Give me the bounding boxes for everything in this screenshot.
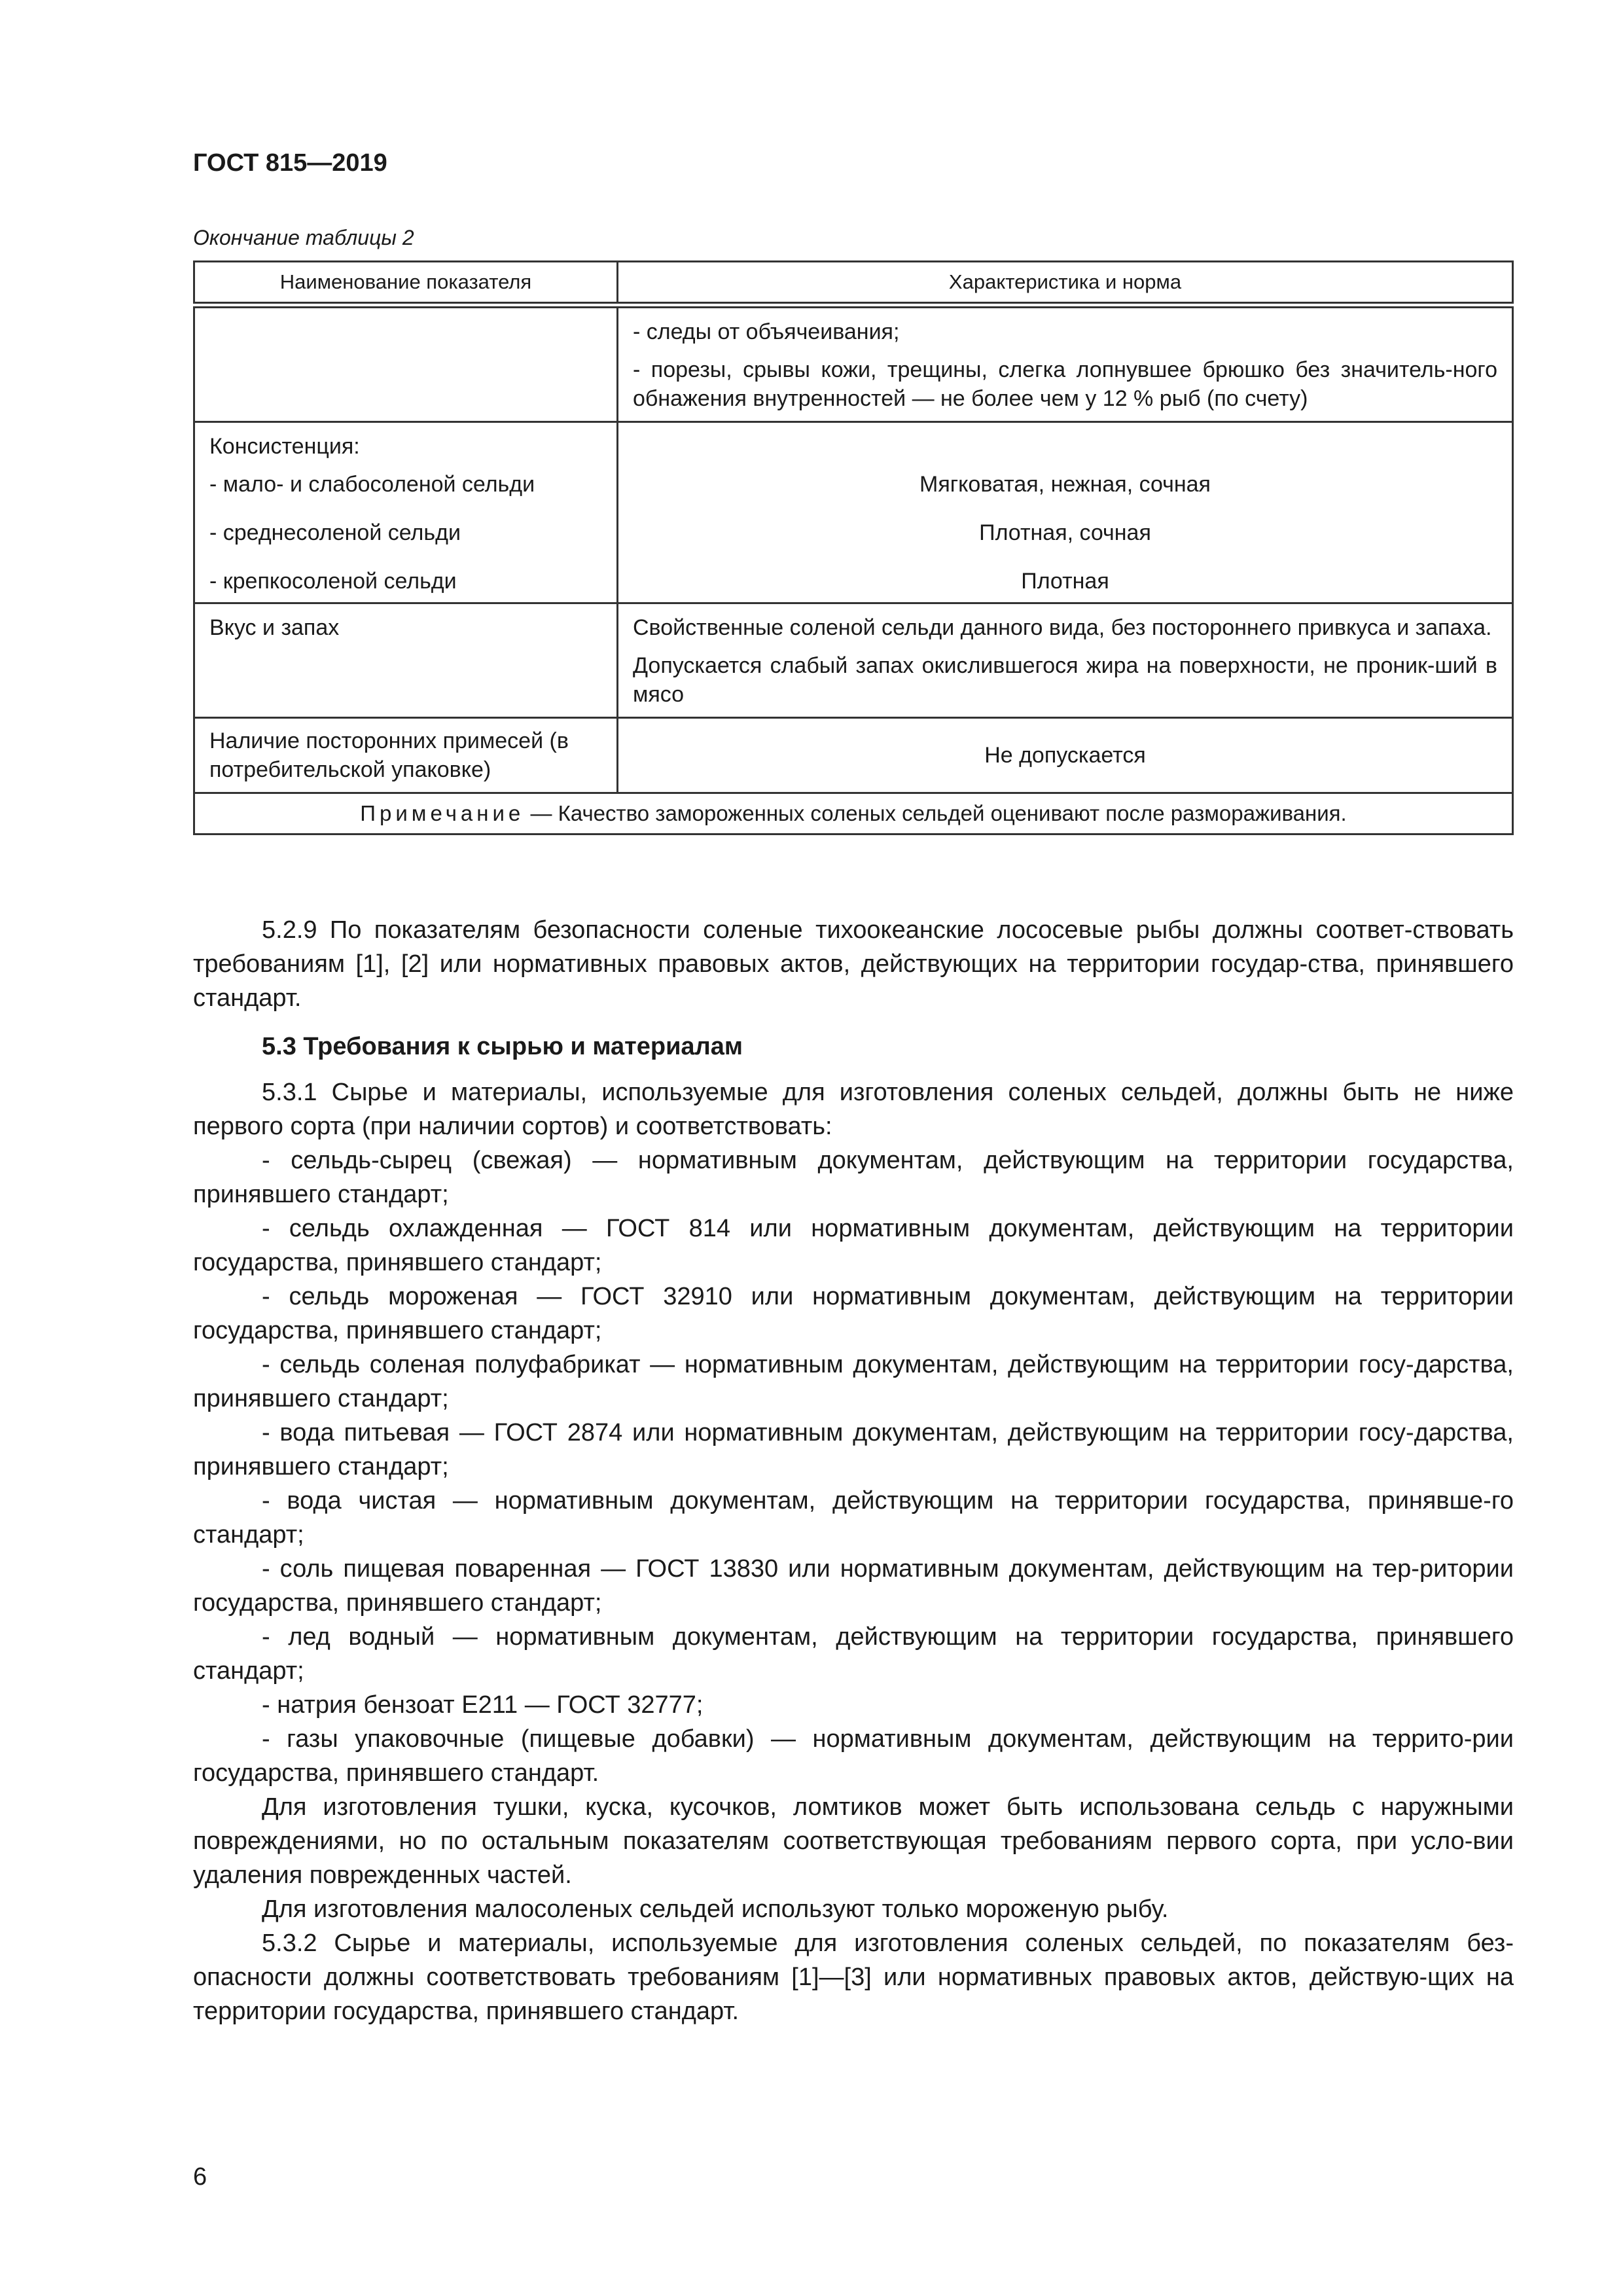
note-text: — Качество замороженных соленых сельдей оценивают после размораживания.	[524, 801, 1347, 825]
list-item: - натрия бензоат Е211 — ГОСТ 32777;	[262, 1691, 704, 1719]
paragraph-low-salt: Для изготовления малосоленых сельдей используют только мороженую рыбу.	[262, 1895, 1169, 1923]
table-header-row	[194, 262, 1513, 306]
impurities-value: Не допускается	[618, 718, 1513, 793]
specification-table	[193, 260, 1514, 835]
taste-text: Допускается слабый запах окислившегося жира на поверхности, не проник-ший в мясо	[633, 653, 1497, 707]
table-row	[194, 603, 1513, 718]
table-cell	[618, 305, 1513, 422]
consistency-label: - крепкосоленой сельди	[209, 569, 457, 594]
table-note-row	[194, 793, 1513, 834]
consistency-value: Плотная	[1021, 569, 1109, 594]
section-heading-5-3: 5.3 Требования к сырью и материалам	[262, 1033, 743, 1060]
table-row	[194, 305, 1513, 422]
taste-text: Свойственные соленой сельди данного вида, без постороннего привкуса и запаха.	[633, 615, 1492, 640]
list-item: - вода питьевая — ГОСТ 2874 или нормативным документам, действующим на территории госу-дарства, принявшего стандарт;	[193, 1419, 1514, 1480]
paragraph-5-3-1: 5.3.1 Сырье и материалы, используемые для изготовления соленых сельдей, должны быть не ниже первого сорта (при наличии сортов) и соответствовать:	[193, 1079, 1514, 1140]
table-row	[194, 422, 1513, 603]
table-row	[194, 718, 1513, 793]
consistency-title: Консистенция:	[209, 434, 360, 459]
document-code: ГОСТ 815—2019	[193, 149, 387, 177]
list-item: - лед водный — нормативным документам, действующим на территории государства, принявшего стандарт;	[193, 1623, 1514, 1685]
impurities-label: Наличие посторонних примесей (в потребительской упаковке)	[194, 718, 618, 793]
table-cell-line: - следы от объячеивания;	[633, 319, 900, 344]
column-header-norm: Характеристика и норма	[618, 262, 1513, 306]
paragraph-5-2-9: 5.2.9 По показателям безопасности соленые тихоокеанские лососевые рыбы должны соответ-ствовать требованиям [1], [2] или нормативных правовых актов, действующих на территории государ-ства, принявшего стандарт.	[193, 916, 1514, 1012]
list-item: - вода чистая — нормативным документам, действующим на территории государства, принявше-го стандарт;	[193, 1487, 1514, 1549]
page-number: 6	[193, 2163, 207, 2191]
table-cell	[618, 603, 1513, 718]
consistency-value: Мягковатая, нежная, сочная	[919, 472, 1211, 497]
table-cell-empty	[194, 305, 618, 422]
consistency-label: - среднесоленой сельди	[209, 520, 461, 545]
paragraph-carcass: Для изготовления тушки, куска, кусочков, ломтиков может быть использована сельдь с наружными повреждениями, но по остальным показателям соответствующая требованиям первого сорта, при усло-вии удаления поврежденных частей.	[193, 1793, 1514, 1889]
list-item: - сельдь мороженая — ГОСТ 32910 или нормативным документам, действующим на территории государства, принявшего стандарт;	[193, 1283, 1514, 1344]
table-cell	[194, 422, 618, 603]
table-cell-line: - порезы, срывы кожи, трещины, слегка лопнувшее брюшко без значитель-ного обнажения внутренностей — не более чем у 12 % рыб (по счету)	[633, 357, 1497, 411]
note-word: Примечание	[360, 801, 525, 825]
table-caption: Окончание таблицы 2	[193, 226, 414, 249]
table-note	[194, 793, 1513, 834]
column-header-indicator: Наименование показателя	[194, 262, 618, 306]
list-item: - сельдь-сырец (свежая) — нормативным документам, действующим на территории государства, принявшего стандарт;	[193, 1147, 1514, 1208]
list-item: - сельдь охлажденная — ГОСТ 814 или нормативным документам, действующим на территории государства, принявшего стандарт;	[193, 1215, 1514, 1276]
paragraph-5-3-2: 5.3.2 Сырье и материалы, используемые для изготовления соленых сельдей, по показателям без-опасности должны соответствовать требованиям [1]—[3] или нормативных правовых актов, действую-щих на территории государства, принявшего стандарт.	[193, 1929, 1514, 2025]
consistency-value: Плотная, сочная	[979, 520, 1151, 545]
list-item: - газы упаковочные (пищевые добавки) — нормативным документам, действующим на террито-рии государства, принявшего стандарт.	[193, 1725, 1514, 1787]
taste-label: Вкус и запах	[194, 603, 618, 718]
list-item: - соль пищевая поваренная — ГОСТ 13830 или нормативным документам, действующим на тер-ритории государства, принявшего стандарт;	[193, 1555, 1514, 1617]
body-text	[193, 913, 1514, 2028]
table-cell	[618, 422, 1513, 603]
consistency-label: - мало- и слабосоленой сельди	[209, 472, 535, 497]
list-item: - сельдь соленая полуфабрикат — нормативным документам, действующим на территории госу-дарства, принявшего стандарт;	[193, 1351, 1514, 1412]
